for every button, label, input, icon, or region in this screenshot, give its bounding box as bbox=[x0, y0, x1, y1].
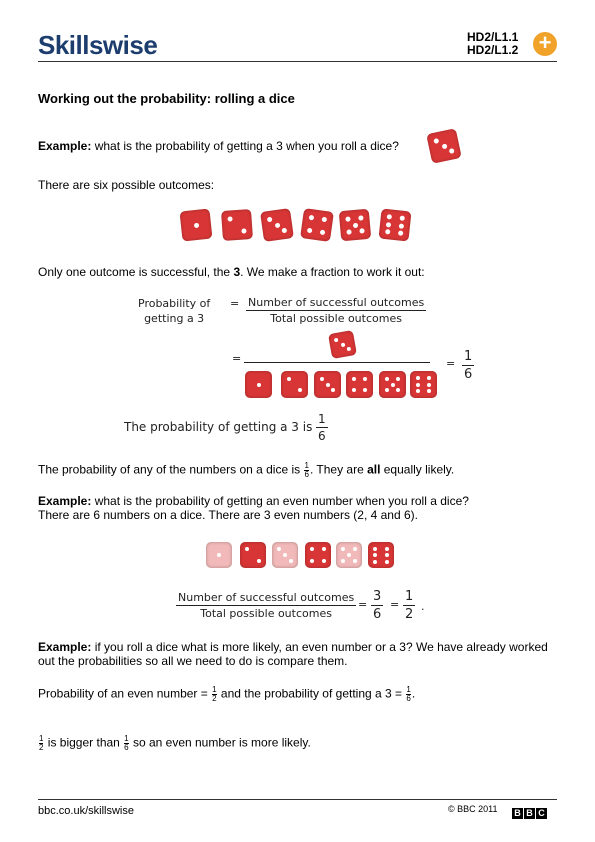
fraction-denominator: 2 bbox=[405, 607, 414, 622]
die-face-4-icon bbox=[346, 371, 373, 398]
result-fraction-2 bbox=[316, 412, 328, 443]
equals-sign: = bbox=[230, 297, 240, 310]
example-2 bbox=[38, 494, 469, 522]
die-face-4-icon bbox=[305, 542, 331, 568]
die-face-3-icon bbox=[272, 542, 298, 568]
one-successful-text bbox=[38, 265, 425, 279]
die-pip bbox=[358, 215, 363, 220]
example-1 bbox=[38, 139, 399, 153]
result-text: The probability of getting a 3 is bbox=[124, 420, 313, 434]
die-pip bbox=[283, 553, 287, 557]
die-face-6-icon bbox=[379, 209, 412, 242]
fraction-denominator: 6 bbox=[464, 367, 473, 382]
die-pip bbox=[386, 222, 391, 227]
die-pip bbox=[433, 138, 439, 144]
die-face-5-icon bbox=[379, 371, 406, 398]
die-pip bbox=[396, 388, 400, 392]
text-part: Only one outcome is successful, the bbox=[38, 265, 234, 279]
die-pip bbox=[400, 215, 405, 220]
die-pip bbox=[257, 559, 261, 563]
die-pip bbox=[398, 230, 403, 235]
die-pip bbox=[347, 553, 351, 557]
equals-sign: = bbox=[446, 357, 456, 370]
die-face-5-icon bbox=[336, 542, 362, 568]
fraction-denominator: 6 bbox=[406, 694, 411, 703]
fraction-numerator: 1 bbox=[405, 589, 414, 604]
die-face-6-icon bbox=[410, 371, 437, 398]
fraction-denominator: Total possible outcomes bbox=[270, 312, 402, 325]
bbc-logo bbox=[512, 803, 548, 821]
example-text: what is the probability of getting a 3 when you roll a dice? bbox=[91, 139, 399, 153]
skillswise-logo: Skillswise bbox=[38, 30, 158, 60]
text-part: The probability of any of the numbers on a dice is bbox=[38, 462, 304, 477]
die-face-6-icon bbox=[368, 542, 394, 568]
footer-url[interactable]: bbc.co.uk/skillswise bbox=[38, 805, 134, 817]
fraction-denominator: 6 bbox=[304, 470, 309, 479]
example-text: what is the probability of getting an even number when you roll a dice? bbox=[91, 494, 469, 508]
fraction-numerator: 1 bbox=[304, 461, 309, 470]
fraction-bar bbox=[244, 362, 430, 363]
fraction-numerator: 1 bbox=[39, 734, 44, 743]
die-pip bbox=[416, 376, 420, 380]
die-pip bbox=[322, 559, 326, 563]
die-pip bbox=[326, 383, 330, 387]
die-face-1-icon bbox=[206, 542, 232, 568]
fraction-denominator: Total possible outcomes bbox=[200, 607, 332, 620]
bigger-text bbox=[38, 735, 311, 752]
die-face-1-icon bbox=[245, 371, 272, 398]
die-pip bbox=[427, 383, 431, 387]
die-pip bbox=[310, 547, 314, 551]
die-face-1-icon bbox=[180, 209, 213, 242]
example-text-line2: out the probabilities so all we need to do is compare them. bbox=[38, 654, 348, 668]
die-pip bbox=[385, 547, 389, 551]
text-bold: all bbox=[367, 462, 381, 477]
die-pip bbox=[320, 377, 324, 381]
die-pip bbox=[227, 216, 232, 221]
die-pip bbox=[331, 388, 335, 392]
die-pip bbox=[322, 547, 326, 551]
page-title: Working out the probability: rolling a dice bbox=[38, 91, 295, 106]
header-divider bbox=[38, 61, 557, 62]
die-pip bbox=[396, 377, 400, 381]
equals-sign: = bbox=[390, 598, 400, 611]
fraction-one-half bbox=[403, 589, 415, 622]
text-part: . We make a fraction to work it out: bbox=[240, 265, 425, 279]
plus-icon: + bbox=[533, 32, 557, 56]
fraction-three-sixths bbox=[371, 589, 383, 622]
die-pip bbox=[282, 228, 288, 234]
die-pip bbox=[298, 388, 302, 392]
die-pip bbox=[373, 560, 377, 564]
die-pip bbox=[334, 338, 339, 343]
text-part: Probability of an even number = bbox=[38, 686, 212, 701]
example-text: if you roll a dice what is more likely, an even number or a 3? We have already worked bbox=[91, 640, 548, 654]
die-pip bbox=[385, 553, 389, 557]
fraction-numerator: 1 bbox=[124, 734, 129, 743]
die-pip bbox=[320, 230, 326, 236]
die-face-3-icon bbox=[328, 330, 357, 359]
level-code-1: HD2/L1.1 bbox=[467, 30, 519, 44]
text-part: equally likely. bbox=[380, 462, 455, 477]
any-number-text bbox=[38, 462, 454, 479]
probability-label bbox=[138, 296, 210, 326]
die-face-5-icon bbox=[339, 209, 372, 242]
die-pip bbox=[385, 388, 389, 392]
die-pip bbox=[322, 217, 328, 223]
example-label: Example: bbox=[38, 139, 92, 153]
fraction-denominator: 6 bbox=[318, 429, 326, 443]
die-pip bbox=[217, 553, 221, 557]
die-pip bbox=[267, 217, 273, 223]
die-pip bbox=[416, 389, 420, 393]
die-pip bbox=[289, 559, 293, 563]
die-pip bbox=[345, 216, 350, 221]
die-pip bbox=[287, 377, 291, 381]
die-pip bbox=[347, 347, 352, 352]
die-pip bbox=[241, 228, 246, 233]
die-face-2-icon bbox=[221, 209, 253, 241]
example-label: Example: bbox=[38, 640, 92, 654]
die-pip bbox=[399, 223, 404, 228]
die-face-4-icon bbox=[300, 208, 334, 242]
die-pip bbox=[257, 383, 261, 387]
prob-label-line: Probability of bbox=[138, 297, 211, 310]
die-face-3-icon bbox=[260, 208, 294, 242]
bbc-block: C bbox=[536, 808, 547, 819]
text-part: . bbox=[411, 686, 416, 701]
die-pip bbox=[359, 228, 364, 233]
small-fraction bbox=[124, 735, 128, 752]
result-fraction bbox=[462, 349, 474, 382]
die-face-3-icon bbox=[314, 371, 341, 398]
die-pip bbox=[427, 376, 431, 380]
die-pip bbox=[427, 389, 431, 393]
die-pip bbox=[193, 222, 198, 227]
die-pip bbox=[385, 377, 389, 381]
die-pip bbox=[341, 547, 345, 551]
equals-sign: = bbox=[232, 352, 242, 365]
fraction-numerator: 1 bbox=[406, 685, 411, 694]
text-part: is bigger than bbox=[44, 735, 124, 750]
die-pip bbox=[449, 148, 455, 154]
fraction-numerator: Number of successful outcomes bbox=[178, 591, 355, 604]
fraction-numerator: 1 bbox=[318, 412, 326, 426]
footer-divider bbox=[38, 799, 557, 800]
small-fraction bbox=[304, 462, 308, 479]
fraction-numerator: 3 bbox=[373, 589, 382, 604]
fraction-denominator: 2 bbox=[39, 743, 44, 752]
die-pip bbox=[346, 229, 351, 234]
small-fraction bbox=[406, 686, 410, 703]
text-part: . They are bbox=[309, 462, 368, 477]
die-pip bbox=[416, 383, 420, 387]
text-bold: 3 bbox=[233, 265, 241, 279]
die-pip bbox=[373, 547, 377, 551]
fraction-numerator: Number of successful outcomes bbox=[248, 296, 425, 309]
die-pip bbox=[341, 559, 345, 563]
text-part: and the probability of getting a 3 = bbox=[217, 686, 406, 701]
fraction-denominator: 2 bbox=[212, 694, 217, 703]
die-pip bbox=[277, 547, 281, 551]
compare-text bbox=[38, 686, 415, 703]
die-pip bbox=[391, 383, 395, 387]
fraction-numerator: 1 bbox=[212, 685, 217, 694]
full-stop: . bbox=[421, 600, 425, 613]
fraction-denominator: 6 bbox=[373, 607, 382, 622]
equals-sign: = bbox=[358, 598, 368, 611]
die-face-3-icon bbox=[426, 128, 462, 164]
example-3 bbox=[38, 640, 548, 668]
text-part: so an even number is more likely. bbox=[129, 735, 311, 750]
die-pip bbox=[310, 559, 314, 563]
outcomes-fraction-2 bbox=[176, 591, 356, 620]
small-fraction bbox=[212, 686, 216, 703]
prob-label-line: getting a 3 bbox=[144, 312, 205, 325]
die-pip bbox=[353, 547, 357, 551]
example-label: Example: bbox=[38, 494, 92, 508]
die-pip bbox=[353, 559, 357, 563]
die-pip bbox=[340, 342, 345, 347]
die-face-2-icon bbox=[240, 542, 266, 568]
footer-copyright: © BBC 2011 bbox=[448, 804, 498, 814]
fraction-numerator: 1 bbox=[464, 349, 473, 364]
die-pip bbox=[386, 214, 391, 219]
outcomes-fraction bbox=[246, 296, 426, 325]
die-pip bbox=[352, 222, 357, 227]
die-pip bbox=[309, 215, 315, 221]
die-pip bbox=[441, 143, 447, 149]
level-codes bbox=[467, 31, 518, 57]
die-pip bbox=[363, 388, 367, 392]
example-text-line2: There are 6 numbers on a dice. There are 3 even numbers (2, 4 and 6). bbox=[38, 508, 418, 522]
bbc-block: B bbox=[512, 808, 523, 819]
die-pip bbox=[352, 388, 356, 392]
six-outcomes-text: There are six possible outcomes: bbox=[38, 178, 215, 192]
small-fraction bbox=[39, 735, 43, 752]
level-code-2: HD2/L1.2 bbox=[467, 43, 519, 57]
die-face-2-icon bbox=[281, 371, 308, 398]
die-pip bbox=[352, 377, 356, 381]
die-pip bbox=[373, 553, 377, 557]
fraction-denominator: 6 bbox=[124, 743, 129, 752]
die-pip bbox=[363, 377, 367, 381]
die-pip bbox=[274, 222, 280, 228]
bbc-block: B bbox=[524, 808, 535, 819]
die-pip bbox=[307, 228, 313, 234]
die-pip bbox=[385, 560, 389, 564]
die-pip bbox=[385, 229, 390, 234]
die-pip bbox=[245, 547, 249, 551]
